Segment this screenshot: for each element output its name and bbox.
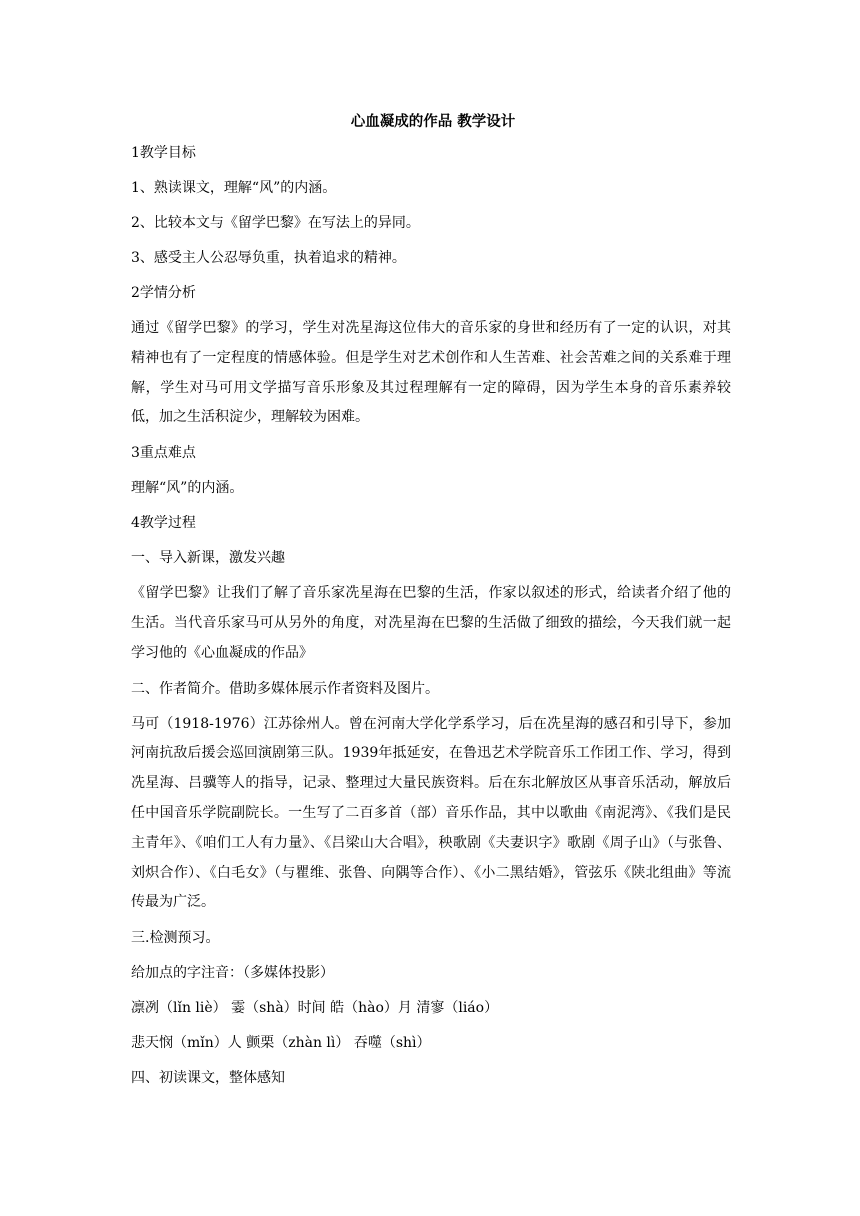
section-heading-teaching-process: 4教学过程: [131, 515, 196, 532]
section-heading-student-analysis: 2学情分析: [131, 285, 196, 301]
author-intro-paragraph: 马可（1918-1976）江苏徐州人。曾在河南大学化学系学习，后在冼星海的感召和引导下，参加河南抗敌后援会巡回演剧第三队。1939年抵延安，在鲁迅艺术学院音乐工作团工作、学习，得到冼星海、吕骥等人的指导，记录、整理过大量民族资料。后在东北解放区从事音乐活动，解放后任中国音乐学院副院长。一生写了二百多首（部）音乐作品，其中以歌曲《南泥湾》、《我们是民主青年》、《咱们工人有力量》、《吕梁山大合唱》，秧歌剧《夫妻识字》歌剧《周子山》（与张鲁、刘炽合作）、《白毛女》（与瞿维、张鲁、向隅等合作）、《小二黑结婚》，管弦乐《陕北组曲》等流传最为广泛。: [131, 715, 731, 911]
pinyin-line-1: 凛冽（lǐn liè） 霎（shà）时间 皓（hào）月 清寥（liáo）: [131, 1000, 499, 1017]
step-heading-preview-check: 三.检测预习。: [131, 930, 220, 947]
document-body: [131, 112, 731, 1103]
step-heading-author-intro: 二、作者简介。借助多媒体展示作者资料及图片。: [131, 680, 439, 697]
goal-item-3: 3、感受主人公忍辱负重，执着追求的精神。: [131, 250, 406, 266]
introduction-paragraph: 《留学巴黎》让我们了解了音乐家冼星海在巴黎的生活，作家以叙述的形式，给读者介绍了他的生活。当代音乐家马可从另外的角度，对冼星海在巴黎的生活做了细致的描绘，今天我们就一起学习他的《心血凝成的作品》: [131, 585, 731, 661]
student-analysis-paragraph: 通过《留学巴黎》的学习，学生对冼星海这位伟大的音乐家的身世和经历有了一定的认识，对其精神也有了一定程度的情感体验。但是学生对艺术创作和人生苦难、社会苦难之间的关系难于理解，学生对马可用文学描写音乐形象及其过程理解有一定的障碍，因为学生本身的音乐素养较低，加之生活积淀少，理解较为困难。: [131, 320, 731, 426]
section-heading-teaching-goals: 1教学目标: [131, 145, 196, 161]
document-title: 心血凝成的作品 教学设计: [350, 113, 516, 130]
goal-item-1: 1、熟读课文，理解“风”的内涵。: [131, 180, 337, 196]
goal-item-2: 2、比较本文与《留学巴黎》在写法上的异同。: [131, 215, 420, 231]
section-heading-key-points: 3重点难点: [131, 445, 196, 462]
step-heading-introduction: 一、导入新课，激发兴趣: [131, 550, 285, 567]
pinyin-line-2: 悲天悯（mǐn）人 颤栗（zhàn lì） 吞噬（shì）: [131, 1035, 431, 1052]
preview-instruction: 给加点的字注音：（多媒体投影）: [131, 965, 334, 982]
step-heading-first-reading: 四、初读课文，整体感知: [131, 1070, 285, 1087]
key-point-text: 理解“风”的内涵。: [131, 480, 244, 497]
